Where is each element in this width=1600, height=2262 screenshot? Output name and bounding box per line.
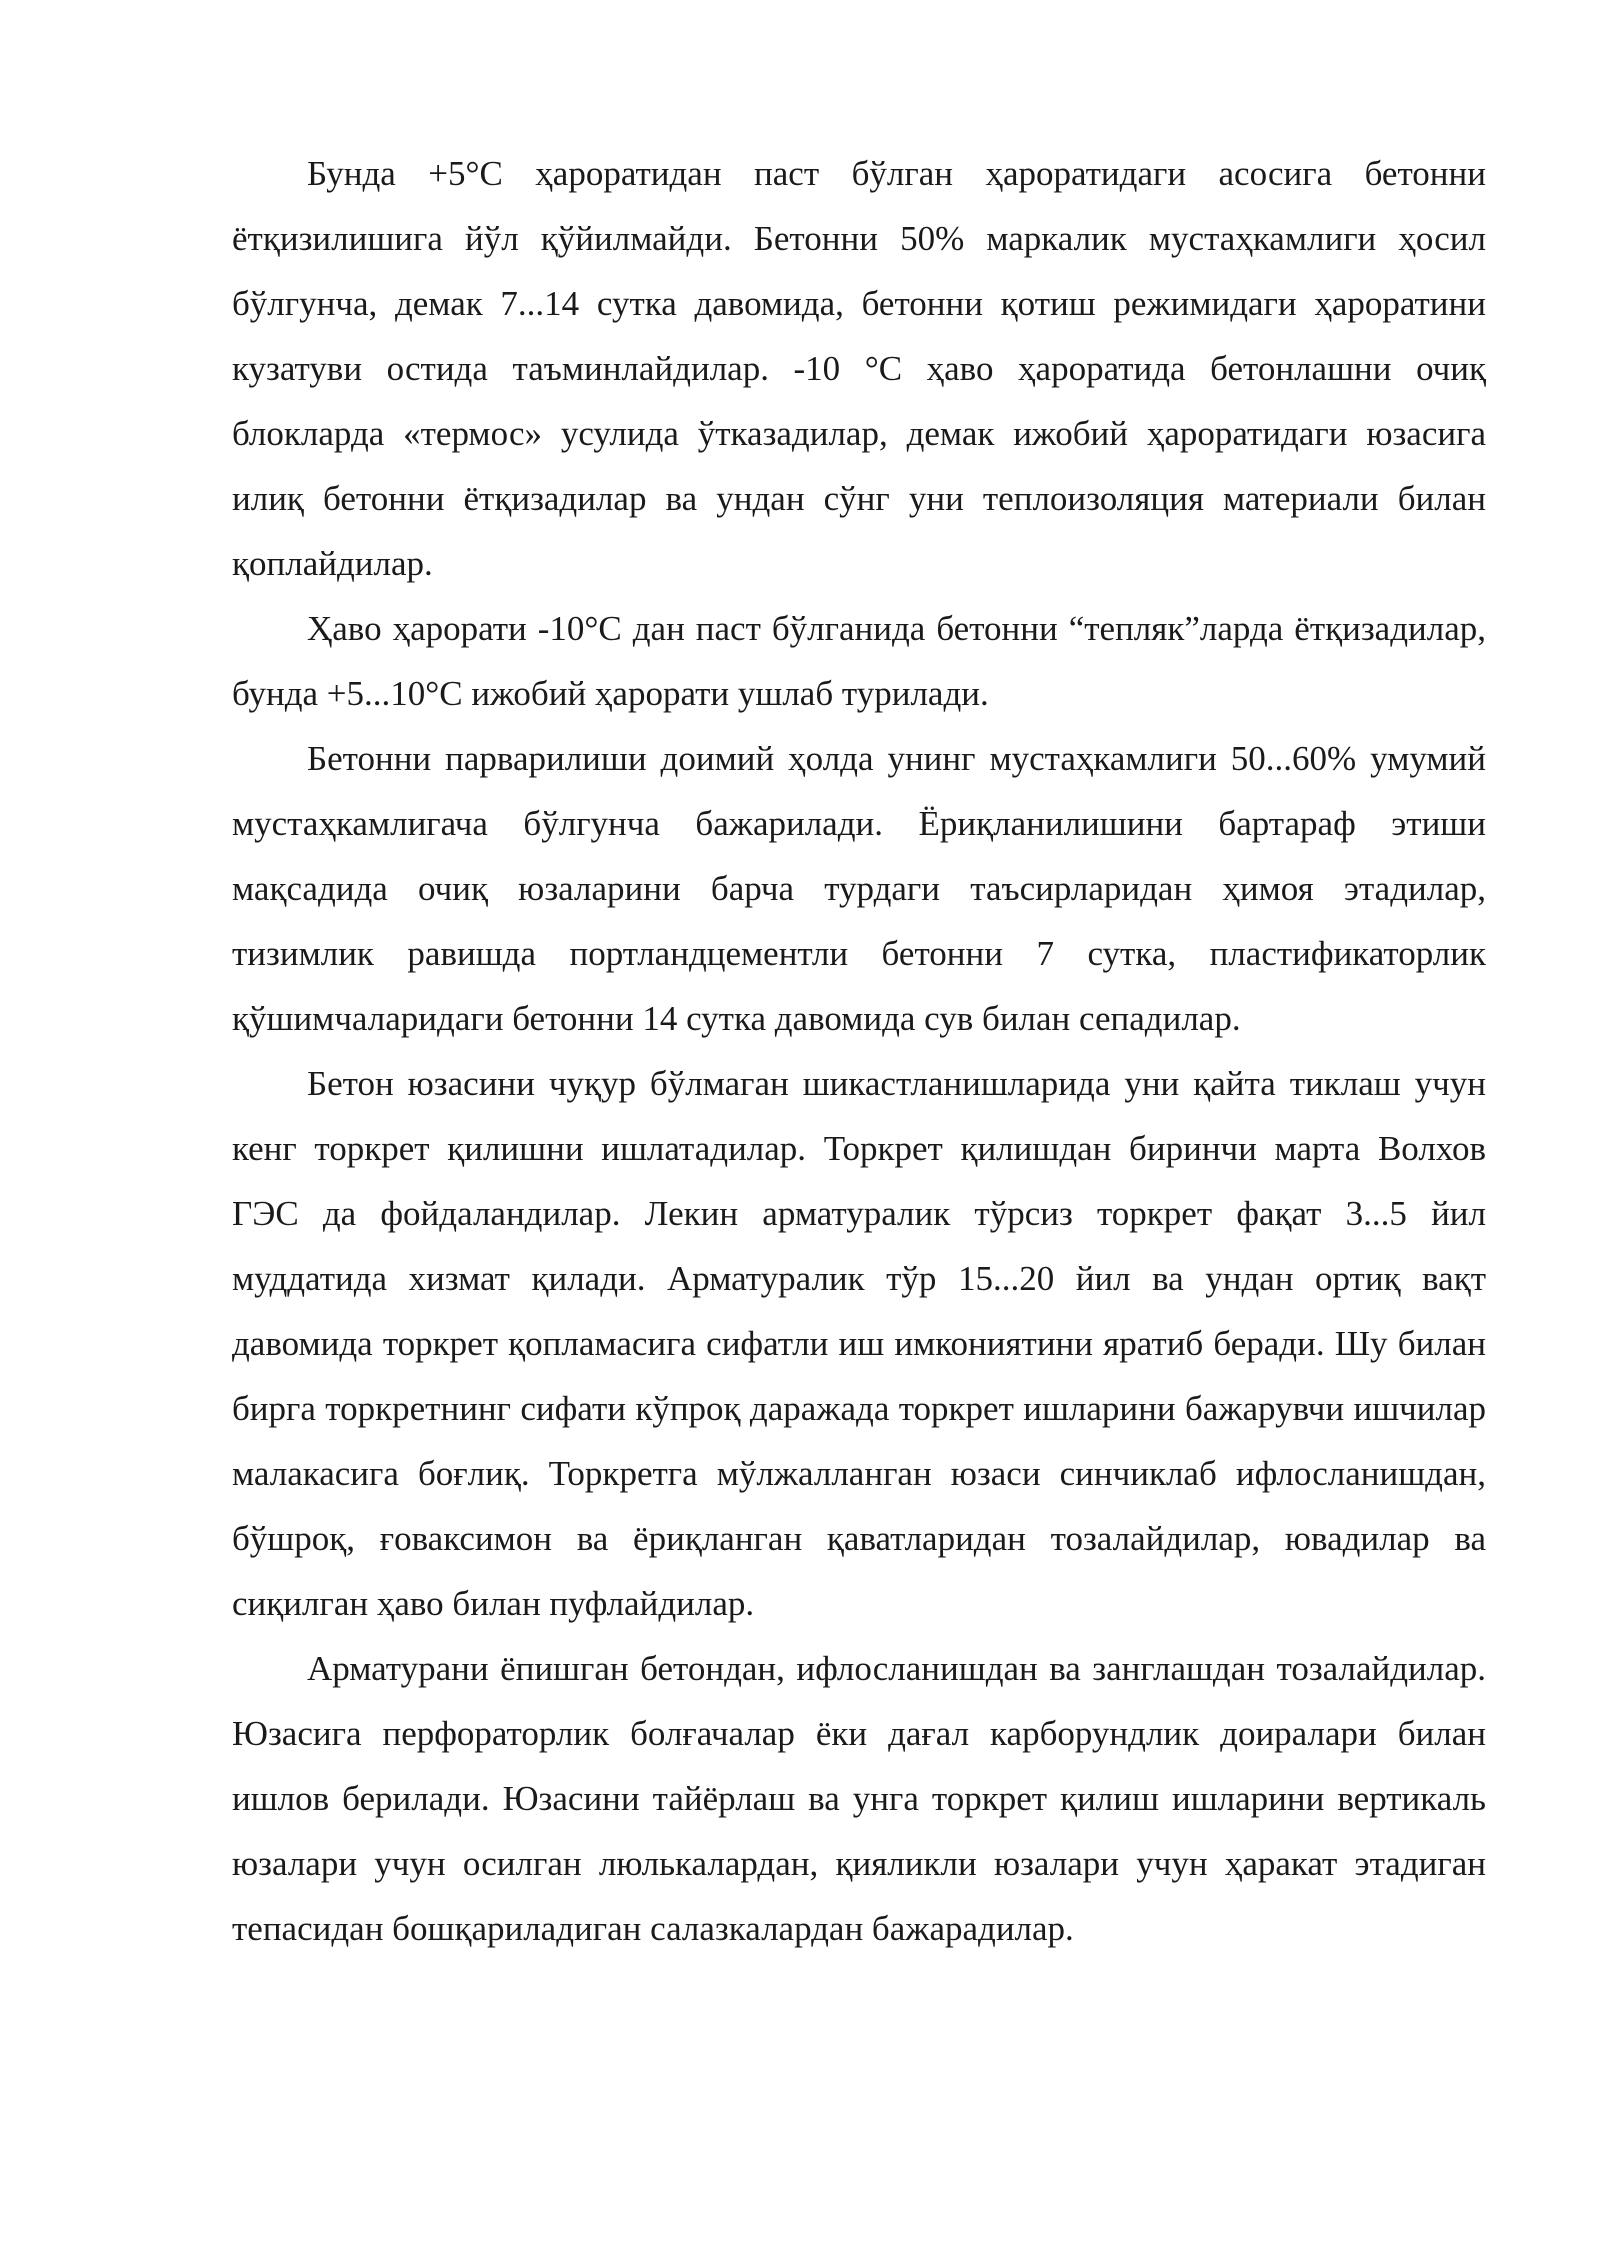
paragraph-1: Бунда +5°С ҳароратидан паст бўлган ҳароратидаги асосига бетонни ётқизилишига йўл қўйилмайди. Бетонни 50% маркалик мустаҳкамлиги ҳосил бўлгунча, демак 7...14 сутка давомида, бетонни қотиш режимидаги ҳароратини кузатуви остида таъминлайдилар. -10 °С ҳаво ҳароратида бетонлашни очиқ блокларда «термос» усулида ўтказадилар, демак ижобий ҳароратидаги юзасига илиқ бетонни ётқизадилар ва ундан сўнг уни теплоизоляция материали билан қоплайдилар.	[232, 154, 1486, 583]
paragraph-3: Бетонни парварилиши доимий ҳолда унинг мустаҳкамлиги 50...60% умумий мустаҳкамлигача бўлгунча бажарилади. Ёриқланилишини бартараф этиши мақсадида очиқ юзаларини барча турдаги таъсирларидан ҳимоя этадилар, тизимлик равишда портландцементли бетонни 7 сутка, пластификаторлик қўшимчаларидаги бетонни 14 сутка давомида сув билан сепадилар.	[232, 739, 1486, 1038]
paragraph-4: Бетон юзасини чуқур бўлмаган шикастланишларида уни қайта тиклаш учун кенг торкрет қилишни ишлатадилар. Торкрет қилишдан биринчи марта Волхов ГЭС да фойдаландилар. Лекин арматуралик тўрсиз торкрет фақат 3...5 йил муддатида хизмат қилади. Арматуралик тўр 15...20 йил ва ундан ортиқ вақт давомида торкрет қопламасига сифатли иш имкониятини яратиб беради. Шу билан бирга торкретнинг сифати кўпроқ даражада торкрет ишларини бажарувчи ишчилар малакасига боғлиқ. Торкретга мўлжалланган юзаси синчиклаб ифлосланишдан, бўшроқ, ғоваксимон ва ёриқланган қаватларидан тозалайдилар, ювадилар ва сиқилган ҳаво билан пуфлайдилар.	[232, 1064, 1486, 1623]
document-body	[232, 141, 1486, 1961]
paragraph-2: Ҳаво ҳарорати -10°С дан паст бўлганида бетонни “тепляк”ларда ётқизадилар, бунда +5...10°С ижобий ҳарорати ушлаб турилади.	[232, 609, 1486, 713]
paragraph-5: Арматурани ёпишган бетондан, ифлосланишдан ва занглашдан тозалайдилар. Юзасига перфораторлик болғачалар ёки дағал карборундлик доиралари билан ишлов берилади. Юзасини тайёрлаш ва унга торкрет қилиш ишларини вертикаль юзалари учун осилган люлькалардан, қияликли юзалари учун ҳаракат этадиган тепасидан бошқариладиган салазкалардан бажарадилар.	[232, 1649, 1486, 1948]
